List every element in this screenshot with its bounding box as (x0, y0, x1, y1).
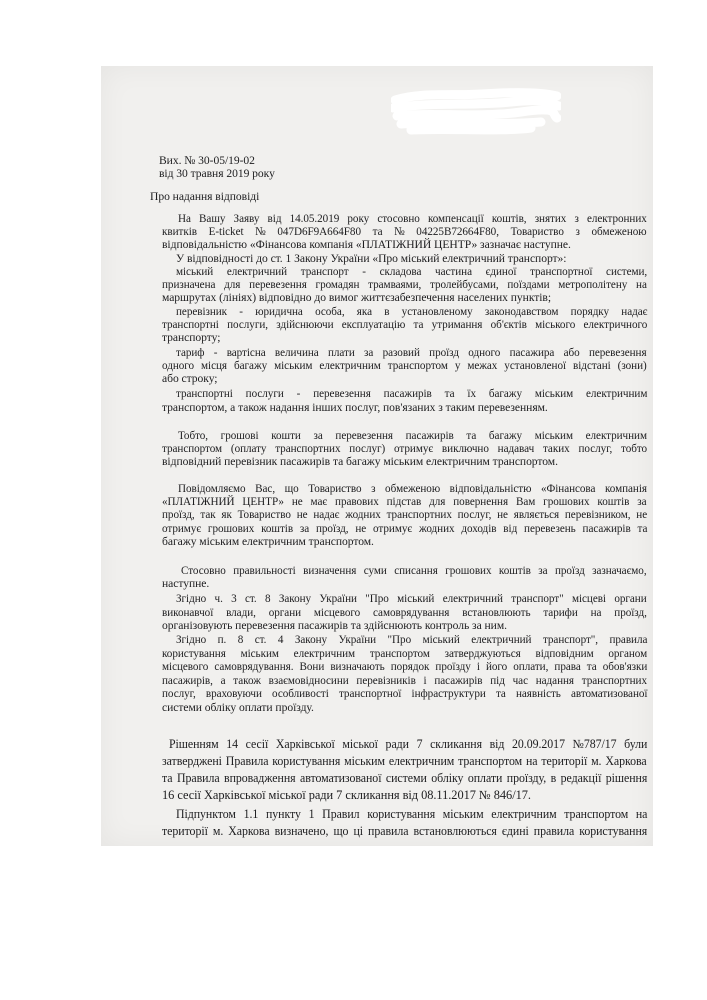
body-line: перевізник - юридична особа, яка в установленому законодавством порядку надає (176, 305, 648, 318)
body-line: території м. Харкова визначено, що ці правила встановлюються єдині правила користування (162, 824, 648, 838)
body-line: послуг, враховуючи особливості транспортної інфраструктури та наявність автоматизованої (162, 687, 648, 700)
body-line: Підпунктом 1.1 пункту 1 Правил користування міським електричним транспортом на (176, 807, 648, 821)
body-line: системи обліку оплати проїзду. (162, 701, 314, 714)
redaction-scribble (391, 88, 561, 136)
body-line: пасажирів, а також взаємовідносини перевізників і пасажирів під час надання транспортних (162, 674, 648, 687)
body-line: користування міським електричним транспортом затверджуються відповідним органом (162, 647, 648, 660)
body-line: міський електричний транспорт - складова частина єдиної транспортної системи, (176, 265, 648, 278)
body-line: отримує грошових коштів за проїзд, не отримує жодних доходів від перевезень пасажирів та (162, 522, 648, 535)
body-line: Тобто, грошові кошти за перевезення пасажирів та багажу міським електричним (178, 429, 647, 442)
body-line: виконавчої влади, органи місцевого самоврядування встановлюють тарифи на проїзд, (162, 606, 647, 619)
body-line: маршрутах (лініях) відповідно до вимог життєзабезпечення населених пунктів; (162, 291, 552, 304)
body-line: призначена для перевезення громадян трамваями, тролейбусами, поїздами метрополітену на (162, 278, 647, 291)
body-line: одного місця багажу міським електричним транспортом у межах установленої відстані (зони) (162, 359, 647, 372)
body-line: Згідно ч. 3 ст. 8 Закону України "Про міський електричний транспорт" місцеві органи (176, 592, 647, 605)
body-line: та Правила впровадження автоматизованої системи обліку оплати проїзду, в редакції рішення (162, 771, 648, 785)
body-line: місцевого самоврядування. Вони визначають порядок проїзду і його оплати, права та обов'язки (162, 660, 648, 673)
body-line: транспортні послуги - перевезення пасажирів та їх багажу міським електричним (176, 387, 648, 400)
body-line: відповідний перевізник пасажирів та багажу міським електричним транспортом. (162, 455, 558, 468)
body-line: Стосовно правильності визначення суми списання грошових коштів за проїзд зазначаємо, (181, 564, 647, 577)
body-line: багажу міським електричним транспортом. (162, 535, 374, 548)
body-line: транспорту; (162, 331, 221, 344)
subject-line: Про надання відповіді (150, 190, 260, 203)
body-line: відповідальністю «Фінансова компанія «ПЛАТІЖНИЙ ЦЕНТР» зазначає наступне. (162, 238, 571, 251)
body-line: організовують перевезення пасажирів та здійснюють контроль за ним. (162, 619, 507, 632)
body-line: У відповідності до ст. 1 Закону України «Про міський електричний транспорт»: (176, 252, 567, 265)
body-line: або строку; (162, 372, 218, 385)
body-line: наступне. (162, 577, 210, 590)
ref-date: від 30 травня 2019 року (159, 167, 275, 180)
body-line: Рішенням 14 сесії Харківської міської ради 7 скликання від 20.09.2017 №787/17 були (169, 737, 648, 751)
body-line: проїзд, так як Товариство не надає жодних транспортних послуг, не являється перевізником, не (162, 508, 648, 521)
body-line: тариф - вартісна величина плати за разовий проїзд одного пасажира або перевезення (176, 346, 647, 359)
body-line: транспортні послуги, здійснюючи експлуатацію та утримання об'єктів міського електричного (162, 318, 648, 331)
ref-number: Вих. № 30-05/19-02 (159, 154, 255, 167)
body-line: Згідно п. 8 ст. 4 Закону України "Про міський електричний транспорт", правила (176, 633, 648, 646)
body-line: затверджені Правила користування міським електричним транспортом на території м. Харкова (162, 754, 647, 768)
scanned-letter-page (101, 66, 653, 846)
body-line: квитків E-ticket № 047D6F9A664F80 та № 04225B72664F80, Товариство з обмеженою (162, 225, 647, 238)
body-line: 16 сесії Харківської міської ради 7 скликання від 08.11.2017 № 846/17. (162, 788, 531, 802)
body-line: На Вашу Заяву від 14.05.2019 року стосовно компенсації коштів, знятих з електронних (178, 212, 647, 225)
body-line: транспортом, а також надання інших послуг, пов'язаних з таким перевезенням. (162, 401, 548, 414)
body-line: транспортом (оплату транспортних послуг) отримує виключно надавач таких послуг, тобто (162, 442, 648, 455)
body-line: «ПЛАТІЖНИЙ ЦЕНТР» не має правових підстав для повернення Вам грошових коштів за (162, 495, 647, 508)
body-line: Повідомляємо Вас, що Товариство з обмеженою відповідальністю «Фінансова компанія (178, 482, 647, 495)
